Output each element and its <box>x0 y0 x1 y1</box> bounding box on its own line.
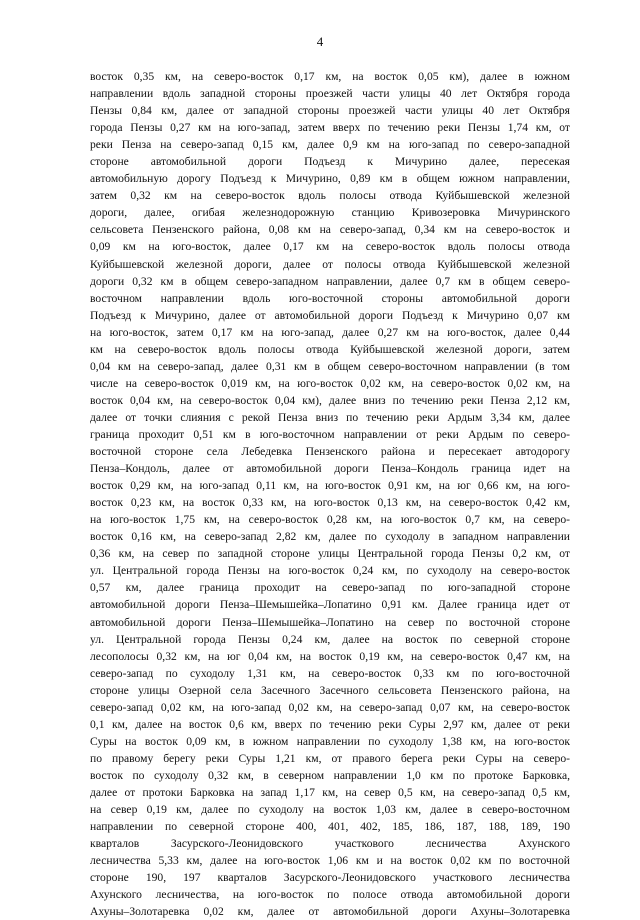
text-line: восток 0,16 км, на северо-запад 2,82 км, далее по суходолу в западном направлении <box>90 530 570 544</box>
text-line: 0,57 км, далее граница проходит на северо-запад по юго-западной стороне <box>90 581 570 595</box>
text-line: северо-запад 0,02 км, на юго-запад 0,02 км, на северо-запад 0,07 км, на северо-восток <box>90 700 570 714</box>
text-line: стороне улицы Озерной села Засечного Засечного сельсовета Пензенского района, на <box>90 683 570 697</box>
text-line: далее от точки слияния с рекой Пенза вниз по течению реки Ардым 3,34 км, далее <box>90 410 570 424</box>
text-line: дороги 0,32 км в общем северо-западном направлении, далее 0,7 км в общем северо- <box>90 274 570 288</box>
text-line: лесополосы 0,32 км, на юг 0,04 км, на восток 0,19 км, на северо-восток 0,47 км, на <box>90 649 570 663</box>
text-line: восток по суходолу 0,32 км, в северном направлении 1,0 км по протоке Барковка, <box>90 768 570 782</box>
text-line: автомобильной дороги Пенза–Шемышейка–Лопатино 0,91 км. Далее граница идет от <box>90 598 570 612</box>
document-body <box>90 68 570 920</box>
text-line: стороне 190, 197 кварталов Засурского-Леонидовского участкового лесничества <box>90 871 570 885</box>
text-line: восток 0,23 км, на восток 0,33 км, на юго-восток 0,13 км, на северо-восток 0,42 км, <box>90 496 570 510</box>
text-line: автомобильную дорогу Подъезд к Мичурино, 0,89 км в общем южном направлении, <box>90 172 570 186</box>
text-line: граница проходит 0,51 км в юго-восточном направлении от реки Ардым по северо- <box>90 427 570 441</box>
text-line: 0,1 км, далее на восток 0,6 км, вверх по течению реки Суры 2,97 км, далее от реки <box>90 717 570 731</box>
text-line: восток 0,35 км, на северо-восток 0,17 км, на восток 0,05 км), далее в южном <box>90 70 570 83</box>
text-line: на юго-восток, затем 0,17 км на юго-запад, далее 0,27 км на юго-восток, далее 0,44 <box>90 325 570 339</box>
text-line: реки Пенза на северо-запад 0,15 км, далее 0,9 км на юго-запад по северо-западной <box>90 138 570 152</box>
text-line: автомобильной дороги Пенза–Шемышейка–Лопатино на север по восточной стороне <box>90 615 570 629</box>
text-line: направлении по северной стороне 400, 401, 402, 185, 186, 187, 188, 189, 190 <box>90 820 570 834</box>
text-line: км на северо-восток вдоль полосы отвода Куйбышевской железной дороги, затем <box>90 342 570 356</box>
text-line: Пенза–Кондоль, далее от автомобильной дороги Пенза–Кондоль граница идет на <box>90 462 570 476</box>
text-line: затем 0,32 км на северо-восток вдоль полосы отвода Куйбышевской железной <box>90 189 570 203</box>
text-line: 0,36 км, на север по западной стороне улицы Центральной города Пензы 0,2 км, от <box>90 547 570 561</box>
text-line: Ахуны–Золотаревка 0,02 км, далее от автомобильной дороги Ахуны–Золотаревка <box>90 905 570 919</box>
text-line: кварталов Засурского-Леонидовского участкового лесничества Ахунского <box>90 837 570 851</box>
text-line: далее от протоки Барковка на запад 1,17 км, на север 0,5 км, на северо-запад 0,5 км, <box>90 785 570 799</box>
text-line: Ахунского лесничества, на юго-восток по полосе отвода автомобильной дороги <box>90 888 570 902</box>
text-line: на север 0,19 км, далее по суходолу на восток 1,03 км, далее в северо-восточном <box>90 803 570 817</box>
text-line: Подъезд к Мичурино, далее от автомобильной дороги Подъезд к Мичурино 0,07 км <box>90 308 570 322</box>
text-line: города Пензы 0,27 км на юго-запад, затем вверх по течению реки Пензы 1,74 км, от <box>90 121 570 135</box>
text-line: восток 0,29 км, на юго-запад 0,11 км, на юго-восток 0,91 км, на юг 0,66 км, на юго- <box>90 479 570 493</box>
text-line: по правому берегу реки Суры 1,21 км, от правого берега реки Суры на северо- <box>90 751 570 765</box>
text-line: дороги, далее, огибая железнодорожную станцию Кривозеровка Мичуринского <box>90 206 570 220</box>
text-line: северо-запад по суходолу 1,31 км, на северо-восток 0,33 км по юго-восточной <box>90 666 570 680</box>
text-line: 0,09 км на юго-восток, далее 0,17 км на северо-восток вдоль полосы отвода <box>90 240 570 254</box>
text-line: 0,04 км на северо-запад, далее 0,31 км в общем северо-восточном направлении (в том <box>90 359 570 373</box>
text-line: восточном направлении вдоль юго-восточной стороны автомобильной дороги <box>90 291 570 305</box>
text-line: сельсовета Пензенского района, 0,08 км на северо-запад, 0,34 км на северо-восток и <box>90 223 570 237</box>
text-line: восток 0,04 км, на северо-восток 0,04 км), далее вниз по течению реки Пенза 2,12 км, <box>90 393 570 407</box>
text-line: лесничества 5,33 км, далее на юго-восток 1,06 км и на восток 0,02 км по восточной <box>90 854 570 868</box>
text-line: Пензы 0,84 км, далее от западной стороны проезжей части улицы 40 лет Октября <box>90 104 570 118</box>
text-line: числе на северо-восток 0,019 км, на юго-восток 0,02 км, на северо-восток 0,02 км, на <box>90 376 570 390</box>
page-number: 4 <box>316 34 324 49</box>
text-line: ул. Центральной города Пензы на юго-восток 0,24 км, по суходолу на северо-восток <box>90 564 570 578</box>
text-line: направлении вдоль западной стороны проезжей части улицы 40 лет Октября города <box>90 87 570 101</box>
text-line: Суры на восток 0,09 км, в южном направлении по суходолу 1,38 км, на юго-восток <box>90 734 570 748</box>
text-line: Куйбышевской железной дороги, далее от полосы отвода Куйбышевской железной <box>90 257 570 271</box>
text-line: стороне автомобильной дороги Подъезд к Мичурино далее, пересекая <box>90 155 570 169</box>
text-line: на юго-восток 1,75 км, на северо-восток 0,28 км, на юго-восток 0,7 км, на северо- <box>90 513 570 527</box>
text-line: восточной стороне села Лебедевка Пензенского района и пересекает автодорогу <box>90 445 570 459</box>
text-line: ул. Центральной города Пензы 0,24 км, далее на восток по северной стороне <box>90 632 570 646</box>
